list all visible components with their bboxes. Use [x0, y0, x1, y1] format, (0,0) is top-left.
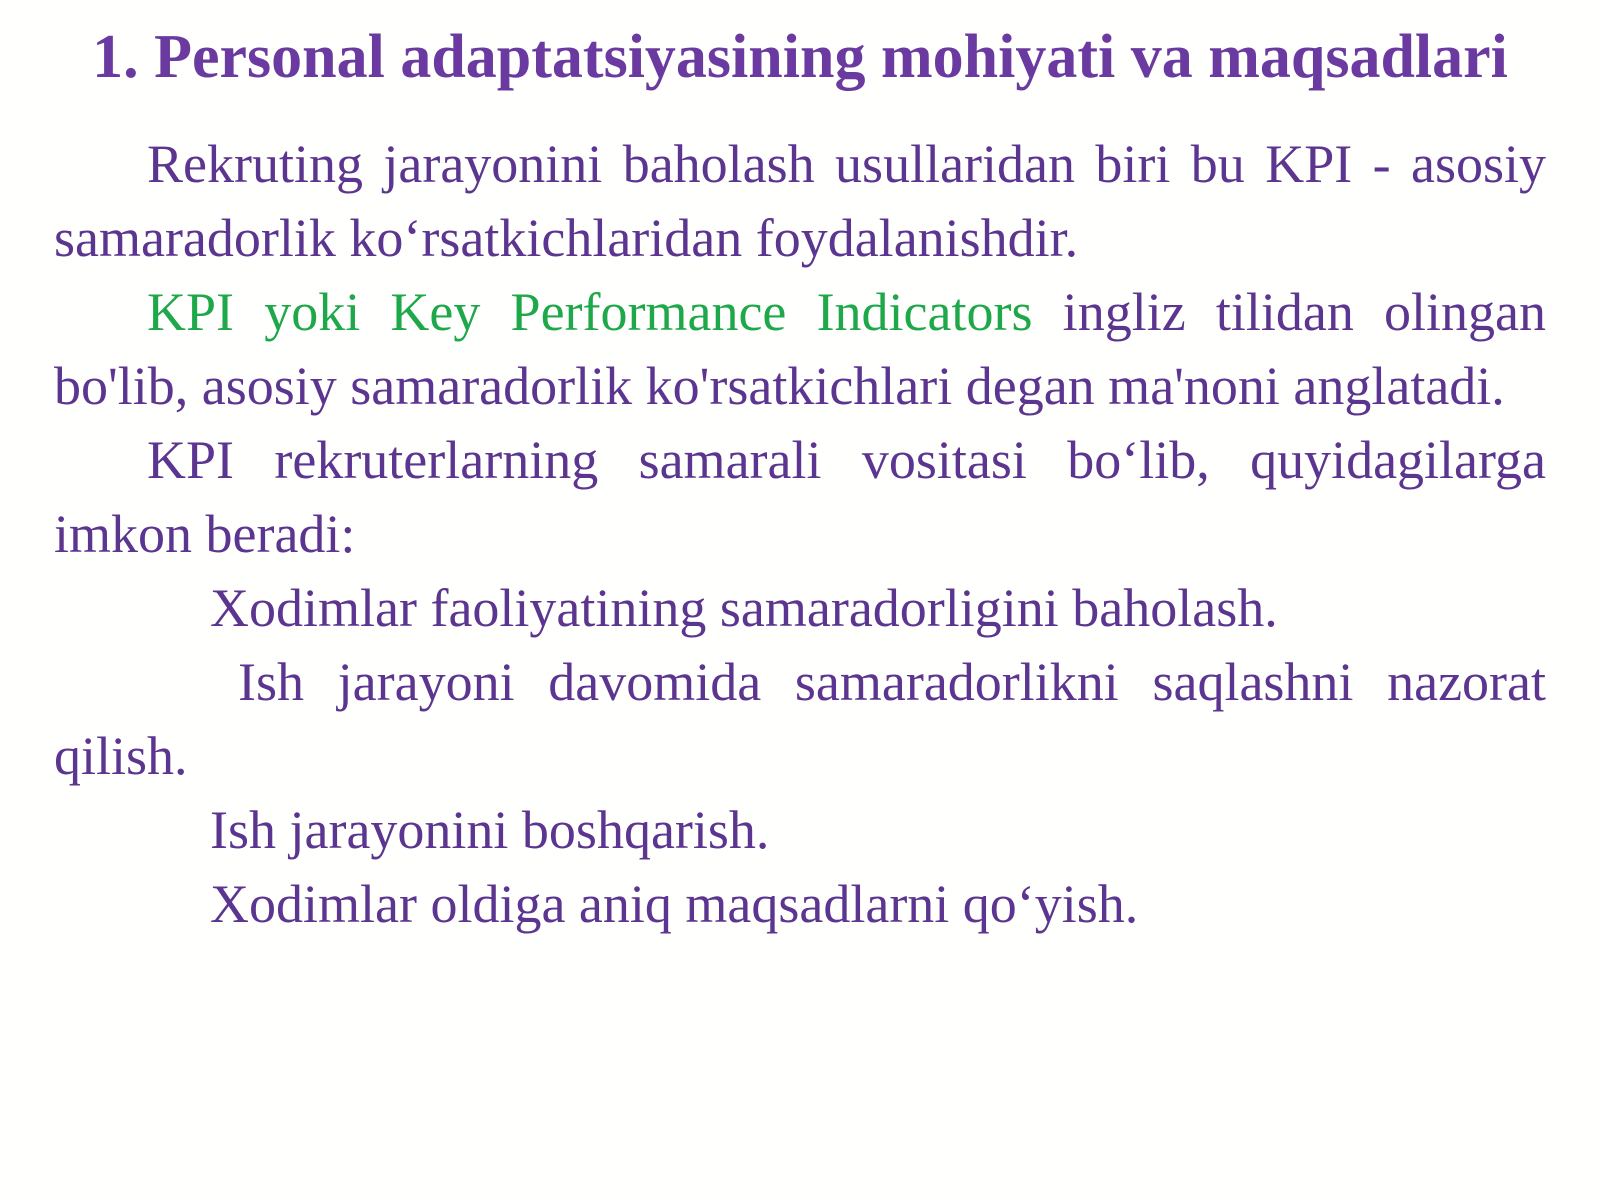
paragraph-kpi-intro: Rekruting jarayonini baholash usullaridan biri bu KPI - asosiy samaradorlik ko‘rsatkichlaridan foydalanishdir.: [54, 134, 1546, 268]
paragraph-kpi-definition: [54, 275, 1546, 423]
slide-body: [54, 127, 1546, 941]
list-item-manage-process: Ish jarayonini boshqarish.: [210, 800, 770, 860]
slide-title: 1. Personal adaptatsiyasining mohiyati va maqsadlari: [92, 23, 1508, 91]
paragraph-kpi-benefits: KPI rekruterlarning samarali vositasi bo‘lib, quyidagilarga imkon beradi:: [54, 430, 1546, 564]
kpi-definition-rest: ingliz tilidan olingan bo'lib, asosiy samaradorlik ko'rsatkichlari degan ma'noni anglatadi.: [54, 282, 1546, 416]
list-item-control-efficiency: Ish jarayoni davomida samaradorlikni saqlashni nazorat qilish.: [54, 652, 1546, 786]
list-item-set-goals: Xodimlar oldiga aniq maqsadlarni qo‘yish.: [210, 874, 1139, 934]
kpi-definition-highlight: KPI yoki Key Performance Indicators: [147, 282, 1033, 342]
list-item-evaluate-performance: Xodimlar faoliyatining samaradorligini baholash.: [210, 578, 1278, 638]
